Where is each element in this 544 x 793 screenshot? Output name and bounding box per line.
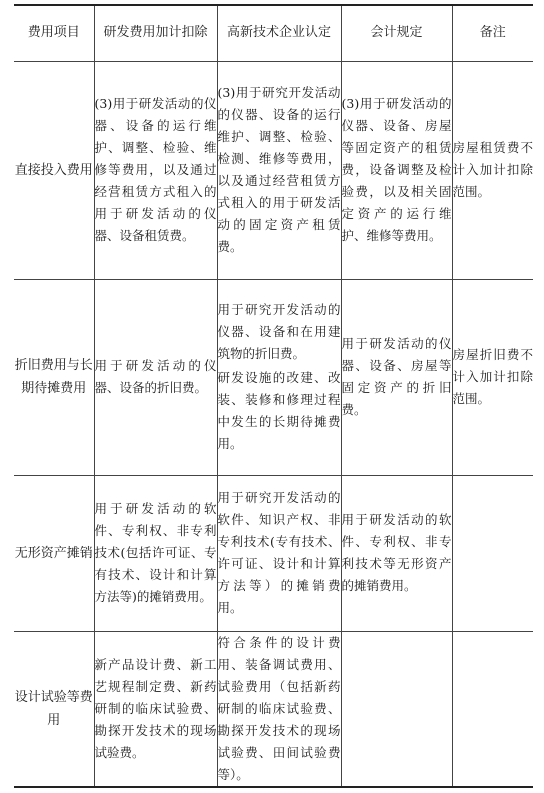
depreciation-high-tech-part-1: 用于研究开发活动的仪器、设备和在用建筑物的折旧费。 — [217, 302, 341, 361]
table-row-intangible — [14, 475, 533, 631]
cell-depreciation-remarks: 房屋折旧费不计入加计扣除范围。 — [452, 279, 533, 475]
row-label-depreciation: 折旧费用与长期待摊费用 — [14, 279, 94, 475]
cell-design-rd-deduction: 新产品设计费、新工艺规程制定费、新药研制的临床试验费、勘探开发技术的现场试验费。 — [94, 631, 217, 787]
table-header-row — [14, 5, 533, 61]
cell-intangible-remarks — [452, 475, 533, 631]
cell-design-accounting — [341, 631, 452, 787]
table-row-depreciation — [14, 279, 533, 475]
cell-depreciation-accounting: 用于研发活动的仪器、设备、房屋等固定资产的折旧费。 — [341, 279, 452, 475]
header-rd-deduction: 研发费用加计扣除 — [94, 5, 217, 61]
cell-design-remarks — [452, 631, 533, 787]
cell-direct-accounting: (3)用于研发活动的仪器、设备、房屋等固定资产的租赁费，设备调整及检验费，以及相关固定资产的运行维护、维修等费用。 — [341, 61, 452, 279]
expense-comparison-table — [14, 4, 533, 788]
cell-depreciation-high-tech — [217, 279, 341, 475]
cell-design-high-tech: 符合条件的设计费用、装备调试费用、试验费用（包括新药研制的临床试验费、勘探开发技术的现场试验费、田间试验费等）。 — [217, 631, 341, 787]
cell-intangible-high-tech: 用于研究开发活动的软件、知识产权、非专利技术(专有技术、许可证、设计和计算方法等）的摊销费用。 — [217, 475, 341, 631]
cell-direct-remarks: 房屋租赁费不计入加计扣除范围。 — [452, 61, 533, 279]
header-item: 费用项目 — [14, 5, 94, 61]
header-high-tech: 高新技术企业认定 — [217, 5, 341, 61]
expense-comparison-sheet — [14, 4, 533, 786]
row-label-design-test: 设计试验等费用 — [14, 631, 94, 787]
table-row-direct-input — [14, 61, 533, 279]
depreciation-high-tech-part-2: 研发设施的改建、改装、装修和修理过程中发生的长期待摊费用。 — [217, 370, 341, 451]
cell-direct-rd-deduction: (3)用于研发活动的仪器、设备的运行维护、调整、检验、维修等费用，以及通过经营租赁方式租入的用于研发活动的仪器、设备租赁费。 — [94, 61, 217, 279]
header-accounting: 会计规定 — [341, 5, 452, 61]
cell-intangible-rd-deduction: 用于研发活动的软件、专利权、非专利技术(包括许可证、专有技术、设计和计算方法等)的摊销费用。 — [94, 475, 217, 631]
cell-intangible-accounting: 用于研发活动的软件、专利权、非专利技术等无形资产的摊销费用。 — [341, 475, 452, 631]
header-remarks: 备注 — [452, 5, 533, 61]
table-row-design-test — [14, 631, 533, 787]
row-label-direct-input: 直接投入费用 — [14, 61, 94, 279]
row-label-intangible: 无形资产摊销 — [14, 475, 94, 631]
cell-direct-high-tech: (3)用于研究开发活动的仪器、设备的运行维护、调整、检验、检测、维修等费用，以及通过经营租赁方式租入的用于研发活动的固定资产租赁费。 — [217, 61, 341, 279]
cell-depreciation-rd-deduction: 用于研发活动的仪器、设备的折旧费。 — [94, 279, 217, 475]
